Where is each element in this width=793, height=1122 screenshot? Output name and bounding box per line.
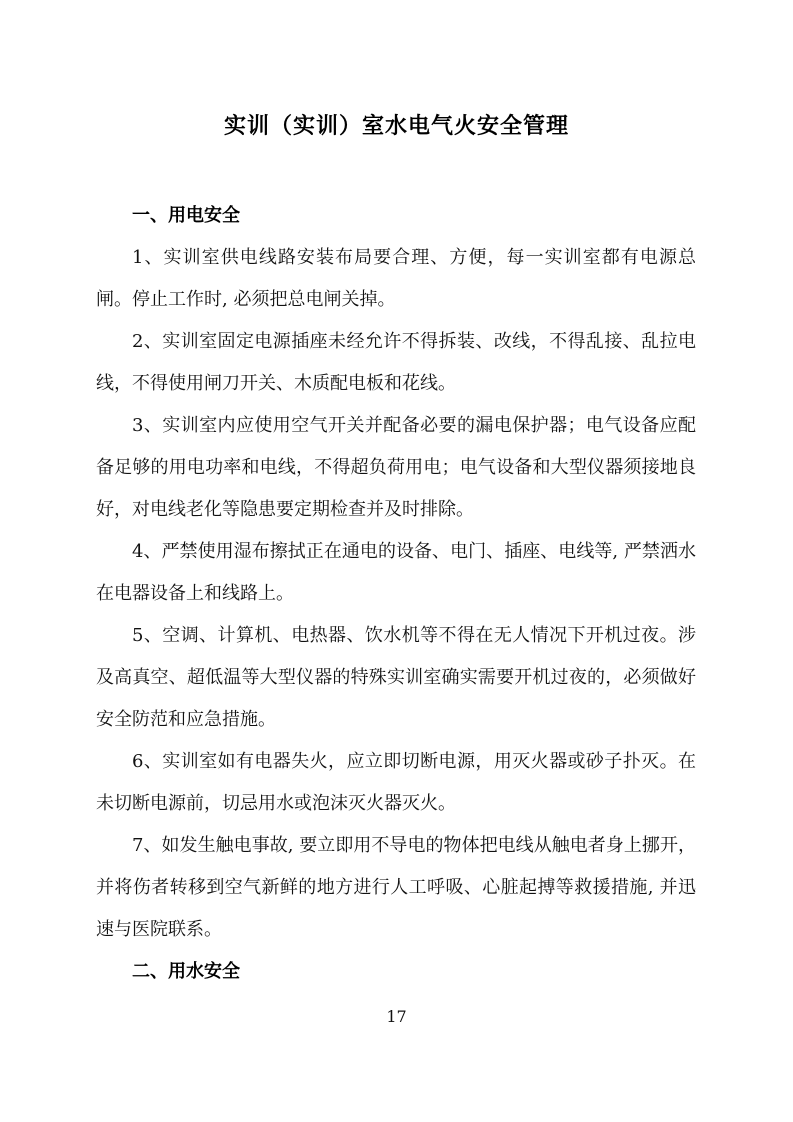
document-body bbox=[0, 195, 793, 993]
paragraph-1: 1、实训室供电线路安装布局要合理、方便，每一实训室都有电源总闸。停止工作时, 必须把总电闸关掉。 bbox=[96, 247, 696, 310]
paragraph-3: 3、实训室内应使用空气开关并配备必要的漏电保护器；电气设备应配备足够的用电功率和电线，不得超负荷用电；电气设备和大型仪器须接地良好，对电线老化等隐患要定期检查并及时排除。 bbox=[96, 415, 696, 520]
paragraph-4: 4、严禁使用湿布擦拭正在通电的设备、电门、插座、电线等, 严禁洒水在电器设备上和线路上。 bbox=[96, 541, 696, 604]
paragraph-6: 6、实训室如有电器失火，应立即切断电源，用灭火器或砂子扑灭。在未切断电源前，切忌用水或泡沫灭火器灭火。 bbox=[96, 751, 696, 814]
paragraph-5: 5、空调、计算机、电热器、饮水机等不得在无人情况下开机过夜。涉及高真空、超低温等大型仪器的特殊实训室确实需要开机过夜的，必须做好安全防范和应急措施。 bbox=[96, 625, 696, 730]
paragraph-7: 7、如发生触电事故, 要立即用不导电的物体把电线从触电者身上挪开，并将伤者转移到空气新鲜的地方进行人工呼吸、心脏起搏等救援措施, 并迅速与医院联系。 bbox=[96, 835, 696, 940]
document-title: 实训（实训）室水电气火安全管理 bbox=[223, 114, 569, 139]
page-number: 17 bbox=[386, 1007, 407, 1026]
paragraph-2: 2、实训室固定电源插座未经允许不得拆装、改线，不得乱接、乱拉电线，不得使用闸刀开关、木质配电板和花线。 bbox=[96, 331, 696, 394]
section-heading-water-safety: 二、用水安全 bbox=[132, 961, 240, 982]
section-heading-electricity-safety: 一、用电安全 bbox=[132, 205, 240, 226]
